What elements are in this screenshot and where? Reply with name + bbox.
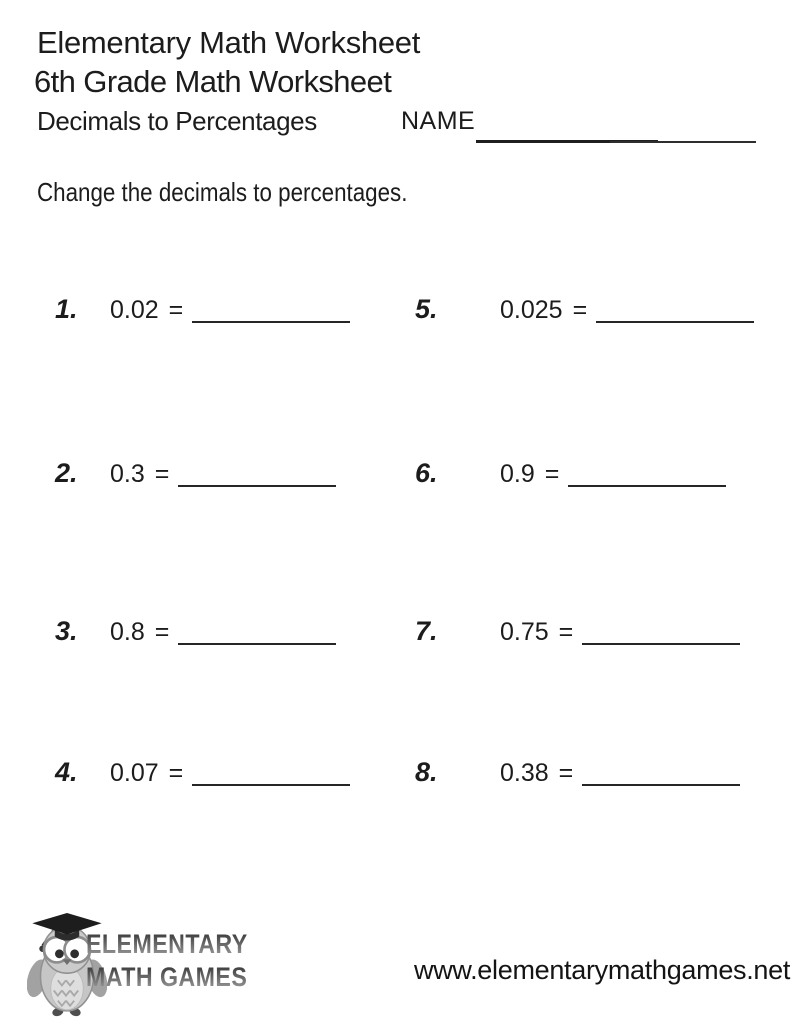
problem-4	[55, 757, 350, 788]
answer-blank-line	[192, 321, 350, 324]
decimal-value: 0.3	[110, 460, 145, 488]
equals-sign: =	[154, 460, 170, 488]
decimal-value: 0.025	[500, 296, 563, 324]
answer-blank-line	[178, 643, 336, 646]
decimal-value: 0.38	[500, 759, 549, 787]
logo-text-line1: ELEMENTARY	[86, 929, 248, 959]
decimal-value: 0.8	[110, 618, 145, 646]
decimal-value: 0.07	[110, 759, 159, 787]
logo-wordmark	[86, 928, 248, 994]
problem-number: 4.	[55, 757, 78, 787]
equals-sign: =	[558, 759, 574, 787]
decimal-value: 0.9	[500, 460, 535, 488]
problem-1	[55, 294, 350, 325]
equals-sign: =	[572, 296, 588, 324]
logo-text-line2: MATH GAMES	[86, 961, 248, 992]
instruction-text: Change the decimals to percentages.	[37, 177, 408, 207]
problem-number: 5.	[415, 294, 438, 324]
problem-3	[55, 616, 336, 647]
problem-number: 2.	[55, 458, 78, 488]
equals-sign: =	[544, 460, 560, 488]
answer-blank-line	[582, 784, 740, 787]
decimal-value: 0.75	[500, 618, 549, 646]
problem-8	[415, 757, 740, 788]
page-title: Elementary Math Worksheet	[37, 25, 421, 60]
decimal-value: 0.02	[110, 296, 159, 324]
problem-7	[415, 616, 740, 647]
equals-sign: =	[168, 759, 184, 787]
answer-blank-line	[178, 485, 336, 488]
answer-blank-line	[582, 643, 740, 646]
problem-2	[55, 458, 336, 489]
website-url: www.elementarymathgames.net	[414, 955, 791, 985]
equals-sign: =	[168, 296, 184, 324]
problem-number: 1.	[55, 294, 78, 324]
page-subtitle-grade: 6th Grade Math Worksheet	[34, 64, 392, 99]
name-blank-line-extension	[610, 141, 756, 143]
answer-blank-line	[596, 321, 754, 324]
problem-number: 7.	[415, 616, 438, 646]
problem-number: 8.	[415, 757, 438, 787]
problem-5	[415, 294, 754, 325]
equals-sign: =	[154, 618, 170, 646]
equals-sign: =	[558, 618, 574, 646]
answer-blank-line	[568, 485, 726, 488]
problem-number: 3.	[55, 616, 78, 646]
problem-number: 6.	[415, 458, 438, 488]
name-label: NAME	[401, 107, 476, 135]
worksheet-topic: Decimals to Percentages	[37, 106, 317, 136]
answer-blank-line	[192, 784, 350, 787]
problem-6	[415, 458, 726, 489]
